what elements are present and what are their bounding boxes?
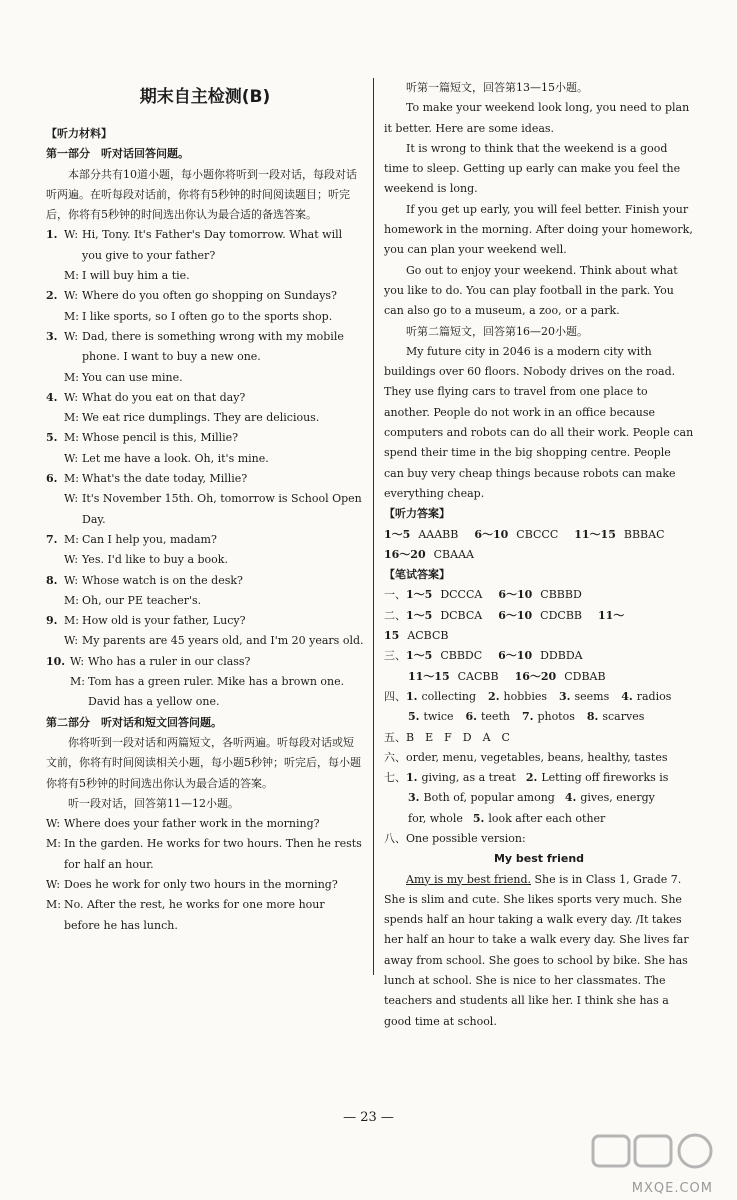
dialog-line xyxy=(46,895,364,936)
answer-word: hobbies xyxy=(503,689,547,703)
answer-range: 11～15 xyxy=(408,669,450,683)
listening-answers-row2 xyxy=(384,545,694,565)
answer-number: 5. xyxy=(472,811,485,825)
dialog-lines xyxy=(46,814,364,936)
dialog-line xyxy=(46,368,364,388)
passage-paragraph: Go out to enjoy your weekend. Think about what you like to do. You can play football in the park. You can also go to a museum, a zoo, or a park. xyxy=(384,263,678,318)
speaker-label: M: xyxy=(64,431,79,445)
section-4-row1 xyxy=(406,687,683,707)
answer-word: collecting xyxy=(421,689,477,703)
dialog-text: Let me have a look. Oh, it's mine. xyxy=(82,451,269,465)
answer-word: teeth xyxy=(481,710,510,724)
speaker-label: W: xyxy=(64,573,79,587)
dialog-number: 8. xyxy=(46,573,58,587)
dialog-line xyxy=(46,550,364,570)
answer-value: CDBAB xyxy=(564,669,606,683)
section-3-answers-cont xyxy=(384,667,694,687)
dialog-line xyxy=(46,571,364,591)
dialog-line xyxy=(46,875,364,895)
answer-number: 5. xyxy=(408,710,420,724)
dialog-text: In the garden. He works for two hours. Then he rests for half an hour. xyxy=(64,837,362,871)
answer-range: 11～15 xyxy=(574,527,616,541)
dialog-line xyxy=(46,591,364,611)
section-2-answers xyxy=(384,606,694,647)
passage-paragraph: It is wrong to think that the weekend is a good time to sleep. Getting up early can make you feel the weekend is long. xyxy=(384,141,681,196)
section-7-answers xyxy=(384,768,694,788)
section-6-answers xyxy=(384,748,694,768)
dialog-line xyxy=(46,469,364,489)
dialog-text: I like sports, so I often go to the sports shop. xyxy=(82,309,333,323)
section-4-answers xyxy=(384,687,694,707)
section-5-text: B E F D A C xyxy=(406,730,510,744)
dialog-line xyxy=(46,652,364,672)
dialog-line xyxy=(46,286,364,306)
dialog-line xyxy=(46,814,364,834)
answer-range: 6～10 xyxy=(474,527,509,541)
dialog-line xyxy=(46,489,364,530)
listening-answers-heading: 【听力答案】 xyxy=(384,507,450,521)
passage-paragraph: If you get up early, you will feel better. Finish your homework in the morning. After doing your homework, you can plan your weekend well. xyxy=(384,202,693,257)
dialog-number: 7. xyxy=(46,532,58,546)
section-4-label: 四、 xyxy=(384,689,406,703)
speaker-label: M: xyxy=(70,675,85,689)
dialog-text: You can use mine. xyxy=(82,370,183,384)
dialog-text: Can I help you, madam? xyxy=(82,532,217,546)
speaker-label: W: xyxy=(64,390,79,404)
dialog-text: What do you eat on that day? xyxy=(82,390,246,404)
passage2-intro: 听第二篇短文，回答第16—20小题。 xyxy=(406,324,588,338)
section-7-line1 xyxy=(406,768,678,788)
answer-range: 1～5 xyxy=(406,588,433,602)
answer-number: 2. xyxy=(525,771,538,785)
section-4-row2 xyxy=(384,707,694,727)
left-column xyxy=(46,78,364,936)
answer-range: 1～5 xyxy=(406,649,433,663)
answer-value: CDCBB xyxy=(540,608,582,622)
written-answers-heading: 【笔试答案】 xyxy=(384,568,450,582)
answer-value: AAABB xyxy=(418,527,459,541)
dialog-line xyxy=(46,834,364,875)
section-7-line3 xyxy=(384,809,694,829)
dialog-number: 2. xyxy=(46,289,58,303)
dialog-number: 3. xyxy=(46,329,58,343)
speaker-label: W: xyxy=(64,289,79,303)
answer-value: CACBB xyxy=(457,669,499,683)
section-7-line2 xyxy=(384,788,694,808)
speaker-label: W: xyxy=(70,654,85,668)
answer-range: 16～20 xyxy=(384,547,426,561)
dialog-text: Where do you often go shopping on Sundays? xyxy=(82,289,337,303)
answer-number: 1. xyxy=(406,689,418,703)
essay-body xyxy=(384,870,694,1032)
answer-number: 4. xyxy=(621,689,633,703)
passage1 xyxy=(384,98,694,321)
speaker-label: W: xyxy=(64,492,79,506)
dialog-number xyxy=(46,408,64,428)
dialog-number xyxy=(46,591,64,611)
essay-title: My best friend xyxy=(493,852,585,866)
answer-range: 1～5 xyxy=(406,608,433,622)
dialog-text: Whose watch is on the desk? xyxy=(82,573,243,587)
listening-answers-row1 xyxy=(384,525,694,545)
essay-first-sentence: Amy is my best friend. xyxy=(406,872,531,886)
dialog-number xyxy=(46,550,64,570)
dialog-line xyxy=(46,388,364,408)
passage2: My future city in 2046 is a modern city with buildings over 60 floors. Nobody drives on the road. They use flying cars to travel from one place to another. People do not work in an office because computers and robots can do all their work. People can spend their time in the big shopping centre. People can buy very cheap things because robots can make everything cheap. xyxy=(384,344,694,500)
answer-word: twice xyxy=(423,710,454,724)
answer-range: 6～10 xyxy=(498,649,533,663)
speaker-label: W: xyxy=(64,634,79,648)
answer-word: photos xyxy=(537,710,575,724)
section-5-label: 五、 xyxy=(384,730,406,744)
dialog-text: It's November 15th. Oh, tomorrow is School Open Day. xyxy=(82,492,362,526)
section-label: 一、 xyxy=(384,588,406,602)
speaker-label: W: xyxy=(46,817,61,831)
part2-heading: 第二部分 听对话和短文回答问题。 xyxy=(46,715,222,729)
dialog-line xyxy=(46,530,364,550)
answer-word: seems xyxy=(574,689,610,703)
dialog-number: 9. xyxy=(46,614,58,628)
passage1-intro: 听第一篇短文，回答第13—15小题。 xyxy=(406,81,588,94)
answer-word: radios xyxy=(636,689,672,703)
answer-number: 2. xyxy=(488,689,500,703)
answer-word: giving, as a treat xyxy=(421,771,516,785)
answer-value: CBCCC xyxy=(516,527,559,541)
dialog-line xyxy=(46,307,364,327)
section-8-text: One possible version: xyxy=(406,831,526,845)
section-3-answers xyxy=(384,646,694,666)
dialog-text: How old is your father, Lucy? xyxy=(82,614,246,628)
speaker-label: M: xyxy=(64,532,79,546)
dialog-text: Tom has a green ruler. Mike has a brown one. David has a yellow one. xyxy=(88,675,345,709)
dialog-number xyxy=(46,672,70,713)
dialog-text: Yes. I'd like to buy a book. xyxy=(82,553,228,567)
dialog-number: 4. xyxy=(46,390,58,404)
watermark-logo-icon xyxy=(591,1132,717,1186)
answer-value: DCCCA xyxy=(440,588,483,602)
answer-value: CBBDC xyxy=(440,649,483,663)
section-8-answers xyxy=(384,829,694,849)
dialog-text: We eat rice dumplings. They are delicious. xyxy=(82,411,320,425)
dialog-text: My parents are 45 years old, and I'm 20 years old. xyxy=(82,634,364,648)
answer-word: gives, energy xyxy=(580,791,655,805)
answer-number: 7. xyxy=(521,710,534,724)
page-number: — 23 — xyxy=(343,1110,394,1125)
answer-number: 8. xyxy=(586,710,599,724)
dialog-line xyxy=(46,408,364,428)
speaker-label: M: xyxy=(64,370,79,384)
dialog-number: 6. xyxy=(46,472,58,486)
answer-value: CBBBD xyxy=(540,588,582,602)
answer-number: 1. xyxy=(406,771,418,785)
answer-word: scarves xyxy=(602,710,645,724)
speaker-label: M: xyxy=(64,593,79,607)
column-divider xyxy=(373,78,374,975)
dialog-text: I will buy him a tie. xyxy=(82,269,190,283)
answer-value: ACBCB xyxy=(407,629,449,643)
dialog-number xyxy=(46,266,64,286)
section-label: 三、 xyxy=(384,649,406,663)
part2-instructions: 你将听到一段对话和两篇短文，各听两遍。听每段对话或短文前，你将有时间阅读相关小题，每小题5秒钟；听完后，每小题你将有5秒钟的时间选出你认为最合适的答案。 xyxy=(46,735,361,790)
dialog-text: What's the date today, Millie? xyxy=(82,472,248,486)
dialog-text: Dad, there is something wrong with my mobile phone. I want to buy a new one. xyxy=(82,329,344,364)
section-6-label: 六、 xyxy=(384,750,406,764)
dialog-text: No. After the rest, he works for one more hour before he has lunch. xyxy=(64,898,325,932)
answer-number: 6. xyxy=(465,710,477,724)
answer-word: look after each other xyxy=(488,811,606,825)
speaker-label: W: xyxy=(64,451,79,465)
right-column xyxy=(384,78,694,1032)
dialog-line xyxy=(46,449,364,469)
dialog-number xyxy=(46,489,64,530)
dialog-number xyxy=(46,368,64,388)
dialog-text: Oh, our PE teacher's. xyxy=(82,593,202,607)
dialog-number: 1. xyxy=(46,228,58,242)
speaker-label: M: xyxy=(64,614,79,628)
passage-paragraph: To make your weekend look long, you need to plan it better. Here are some ideas. xyxy=(384,101,690,135)
dialog-number xyxy=(46,631,64,651)
part1-heading: 第一部分 听对话回答问题。 xyxy=(46,147,189,161)
speaker-label: M: xyxy=(64,309,79,323)
speaker-label: W: xyxy=(46,877,61,891)
speaker-label: W: xyxy=(64,228,79,242)
answer-word: Letting off fireworks is xyxy=(541,771,669,785)
listening-material-heading: 【听力材料】 xyxy=(46,127,112,140)
dialog-line xyxy=(46,327,364,368)
dialog-line xyxy=(46,428,364,448)
answer-value: DDBDA xyxy=(540,649,583,663)
dialog-text: Where does your father work in the morning? xyxy=(64,817,320,831)
answer-range: 1～5 xyxy=(384,527,411,541)
speaker-label: M: xyxy=(64,472,79,486)
answer-range: 6～10 xyxy=(498,608,533,622)
answer-value: CBAAA xyxy=(433,547,474,561)
dialog-line xyxy=(46,611,364,631)
section-1-answers xyxy=(384,585,694,605)
answer-value: BBBAC xyxy=(623,527,665,541)
speaker-label: M: xyxy=(64,269,79,283)
dialog-text: Hi, Tony. It's Father's Day tomorrow. What will you give to your father? xyxy=(82,228,343,262)
answer-number: 3. xyxy=(559,689,571,703)
section-8-label: 八、 xyxy=(384,831,406,845)
dialog-number: 10. xyxy=(46,654,66,668)
part1-instructions: 本部分共有10道小题，每小题你将听到一段对话，每段对话听两遍。在听每段对话前，你将有5秒钟的时间阅读题目；听完后，你将有5秒钟的时间选出你认为最合适的备选答案。 xyxy=(46,167,357,222)
speaker-label: W: xyxy=(64,329,79,343)
dialog-text: Does he work for only two hours in the morning? xyxy=(64,877,338,891)
section-label: 二、 xyxy=(384,608,406,622)
section-6-text: order, menu, vegetables, beans, healthy, tastes xyxy=(406,750,668,764)
speaker-label: M: xyxy=(46,837,61,851)
page-title: 期末自主检测(B) xyxy=(139,87,271,107)
dialog-number: 5. xyxy=(46,431,58,445)
dialog-intro: 听一段对话，回答第11—12小题。 xyxy=(68,796,239,810)
speaker-label: M: xyxy=(46,898,61,912)
essay-rest: She is in Class 1, Grade 7. She is slim and cute. She likes sports very much. She spends half an hour taking a walk every day. /It takes her half an hour to take a walk every day. She lives far away from school. She goes to school by bike. She has lunch at school. She is nice to her classmates. The teachers and students all like her. I think she has a good time at school. xyxy=(384,872,689,1028)
dialog-text: Whose pencil is this, Millie? xyxy=(82,431,239,445)
section-7-label: 七、 xyxy=(384,771,406,785)
dialog-line xyxy=(46,672,364,713)
answer-word: Both of, popular among xyxy=(423,791,555,805)
answer-range: 11～15 xyxy=(384,608,625,643)
answer-value: DCBCA xyxy=(440,608,483,622)
speaker-label: M: xyxy=(64,411,79,425)
answer-number: 4. xyxy=(564,791,577,805)
answer-range: 6～10 xyxy=(498,588,533,602)
answer-range: 16～20 xyxy=(514,669,557,683)
watermark-text: MXQE.COM xyxy=(631,1181,713,1196)
dialog-number xyxy=(46,307,64,327)
dialog-number xyxy=(46,449,64,469)
speaker-label: W: xyxy=(64,553,79,567)
section-5-answers xyxy=(384,728,694,748)
dialog-line xyxy=(46,266,364,286)
dialog-list xyxy=(46,225,364,712)
dialog-line xyxy=(46,225,364,266)
dialog-text: Who has a ruler in our class? xyxy=(88,654,251,668)
dialog-line xyxy=(46,631,364,651)
answer-word: for, whole xyxy=(408,811,463,825)
answer-number: 3. xyxy=(408,791,420,805)
